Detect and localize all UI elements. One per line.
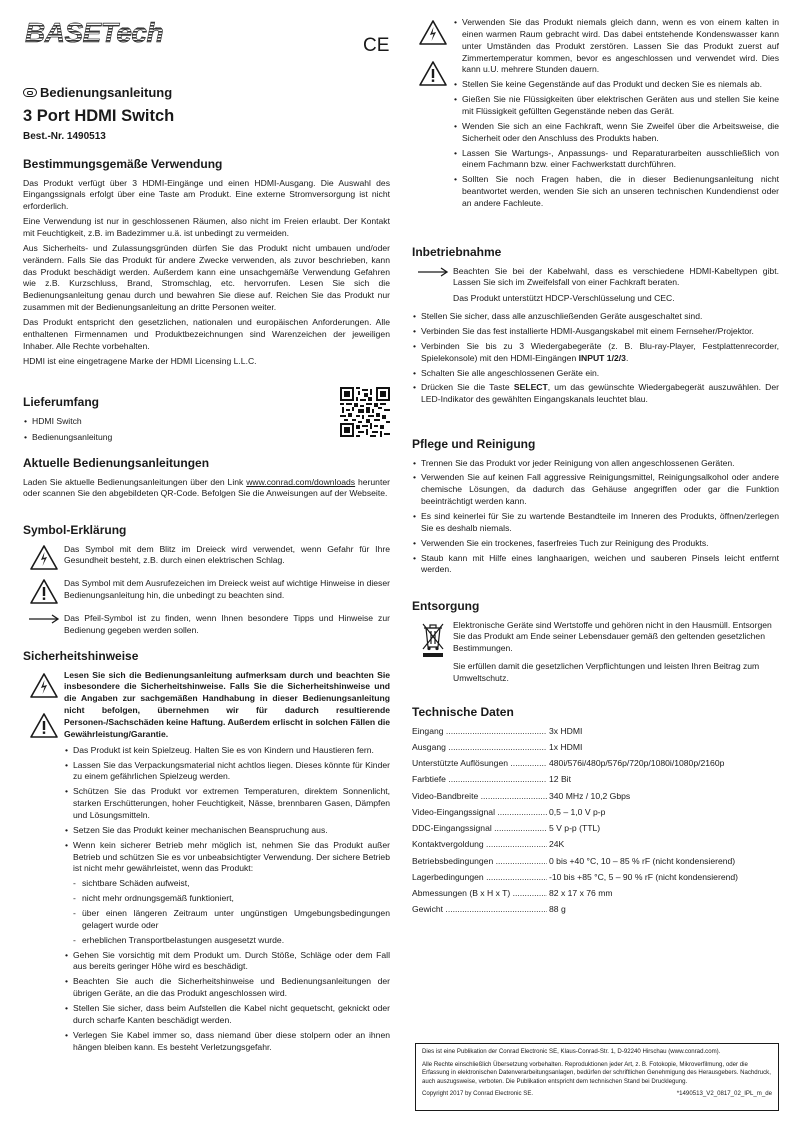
heading-sicherheit: Sicherheitshinweise — [23, 649, 139, 663]
spec-value: 88 g — [549, 904, 566, 915]
dash-item: - über einen längeren Zeitraum unter ungünstigen Umgebungsbedingungen gelagert wurde oder — [64, 908, 390, 932]
dash-item: - sichtbare Schäden aufweist, — [64, 878, 390, 890]
heading-pflege: Pflege und Reinigung — [412, 437, 536, 451]
list-item: • Wenn kein sicherer Betrieb mehr möglich ist, nehmen Sie das Produkt außer Betrieb und schützen Sie es vor unbeabsichtigter Verwendung. Der sichere Betrieb ist nicht mehr gewährleistet, wenn das Produkt: — [64, 840, 390, 876]
spec-value: 5 V p-p (TTL) — [549, 823, 601, 834]
spec-value: 480i/576i/480p/576p/720p/1080i/1080p/2160p — [549, 758, 725, 769]
list-item: • Verwenden Sie auf keinen Fall aggressive Reinigungsmittel, Reinigungsalkohol oder andere chemische Lösungen, da dadurch das Gehäuse angegriffen oder gar die Funktion beeinträchtigt werden kann. — [412, 472, 779, 508]
spec-row — [412, 839, 779, 851]
spec-value: 0,5 – 1,0 V p-p — [549, 806, 606, 817]
tip-text: Beachten Sie bei der Kabelwahl, dass es verschiedene HDMI-Kabeltypen gibt. Lassen Sie sich im Zweifelsfall von einer Fachkraft beraten. — [453, 265, 779, 288]
spec-row — [412, 872, 779, 884]
dash-item: - erheblichen Transportbelastungen ausgesetzt wurde. — [64, 935, 390, 947]
spec-key: Kontaktvergoldung ..... — [412, 839, 547, 851]
list-item: • Schalten Sie alle angeschlossenen Geräte ein. — [412, 368, 779, 380]
product-title: 3 Port HDMI Switch — [23, 106, 175, 125]
section-lieferumfang — [23, 386, 390, 447]
exclamation-warning-icon — [29, 578, 59, 609]
list-item: • Setzen Sie das Produkt keiner mechanischen Beanspruchung aus. — [64, 825, 390, 837]
section-sicherheit-cont — [412, 17, 779, 213]
dash-item: - nicht mehr ordnungsgemäß funktioniert, — [64, 893, 390, 905]
spec-row — [412, 774, 779, 786]
list-item: • Verlegen Sie Kabel immer so, dass niemand über diese stolpern oder an ihnen hängen bleiben kann. Es besteht Verletzungsgefahr. — [64, 1030, 390, 1054]
heading-lieferumfang: Lieferumfang — [23, 395, 100, 409]
publication-footer — [415, 1043, 779, 1111]
spec-value: 24K — [549, 839, 565, 850]
list-item: • Verwenden Sie das Produkt niemals gleich dann, wenn es von einem kalten in einen warmen Raum gebracht wird. Das dabei entstehende Kondenswasser kann unter Umständen das Produkt zerstören. Lassen Sie das Produkt zuerst auf Zimmertemperatur kommen, bevor es angeschlossen und verwendet wird. Dies kann u.U. mehrere Stunden dauern. — [453, 17, 779, 76]
spec-value: 1x HDMI — [549, 741, 583, 752]
spec-key: Video-Eingangssignal ..... — [412, 807, 547, 819]
spec-value: 0 bis +40 °C, 10 – 85 % rF (nicht kondensierend) — [549, 855, 736, 866]
safety-intro: Lesen Sie sich die Bedienungsanleitung aufmerksam durch und beachten Sie insbesondere die Sicherheitshinweise. Falls Sie die Sicherheitshinweise und die Angaben zur sachgemäßen Handhabung in dieser Bedienungsanleitung nicht befolgen, übernehmen wir für dadurch resultierende Personen-/Sachschäden keine Haftung. Außerdem erlischt in solchen Fällen die Gewährleistung/Garantie. — [64, 669, 390, 739]
ce-mark: CE — [363, 35, 390, 56]
doc-type: Bedienungsanleitung — [40, 85, 173, 100]
footer-line: Alle Rechte einschließlich Übersetzung vorbehalten. Reproduktionen jeder Art, z. B. Fotokopie, Mikroverfilmung, oder die Erfassung in elektronischen Datenverarbeitungsanlagen, bedürfen der schriftlichen Genehmigung des Herausgebers. Nachdruck, auch auszugsweise, verboten. Die Publikation entspricht dem technischen Stand bei Drucklegung. — [422, 1060, 771, 1085]
copyright: Copyright 2017 by Conrad Electronic SE. — [422, 1090, 534, 1098]
spec-key: Farbtiefe ..... — [412, 774, 547, 786]
heading-bestimmung: Bestimmungsgemäße Verwendung — [23, 157, 223, 171]
list-item: • HDMI Switch — [23, 416, 390, 428]
lightning-warning-icon — [418, 19, 448, 50]
symbol-row — [23, 613, 390, 637]
spec-row — [412, 823, 779, 835]
spec-value: -10 bis +85 °C, 5 – 90 % rF (nicht kondensierend) — [549, 871, 739, 882]
list-item: • Verbinden Sie das fest installierte HDMI-Ausgangskabel mit einem Fernseher/Projektor. — [412, 326, 779, 338]
para: Eine Verwendung ist nur in geschlossenen Räumen, also nicht im Freien erlaubt. Der Kontakt mit Feuchtigkeit, z.B. im Badezimmer u.ä. ist unbedingt zu vermeiden. — [23, 216, 390, 238]
list-item: • Bedienungsanleitung — [23, 432, 390, 444]
spec-key: Lagerbedingungen ..... — [412, 872, 547, 884]
para: Das Produkt verfügt über 3 HDMI-Eingänge und einen HDMI-Ausgang. Die Auswahl des Eingangssignals erfolgt über eine Taste am Produkt. Eine externe Stromversorgung ist nicht erforderlich. — [23, 177, 390, 212]
list-item: • Stellen Sie keine Gegenstände auf das Produkt und decken Sie es niemals ab. — [453, 79, 779, 91]
spec-value: 82 x 17 x 76 mm — [549, 888, 613, 899]
list-item: • Stellen Sie sicher, dass alle anzuschließenden Geräte ausgeschaltet sind. — [412, 311, 779, 323]
para: Aus Sicherheits- und Zulassungsgründen dürfen Sie das Produkt nicht umbauen und/oder verändern. Falls Sie das Produkt für andere Zwecke verwenden, als zuvor beschrieben, kann das Produkt beschädigt werden. Außerdem kann eine unsachgemäße Verwendung Gefahren wie z.B. Kurzschluss, Brand, Stromschlag, etc. hervorrufen. Lesen Sie sich die Bedienungsanleitung genau durch und bewahren Sie diese auf. Reichen Sie das Produkt nur zusammen mit der Bedienungsanleitung an dritte Personen weiter. — [23, 242, 390, 313]
lightning-warning-icon — [29, 672, 59, 703]
section-symbol — [23, 514, 390, 641]
para: HDMI ist eine eingetragene Marke der HDMI Licensing L.L.C. — [23, 355, 257, 366]
list-item: • Gießen Sie nie Flüssigkeiten über elektrischen Geräten aus und stellen Sie keine mit Flüssigkeit gefüllten Gegenstände neben das Gerät. — [453, 94, 779, 118]
spec-row — [412, 888, 779, 900]
spec-key: Gewicht ..... — [412, 904, 547, 916]
spec-row — [412, 758, 779, 770]
list-item: • Das Produkt ist kein Spielzeug. Halten Sie es von Kindern und Haustieren fern. — [64, 745, 390, 757]
spec-key: Betriebsbedingungen ..... — [412, 856, 547, 868]
symbol-text: Das Symbol mit dem Ausrufezeichen im Dreieck weist auf wichtige Hinweise in dieser Bedienungsanleitung hin, die unbedingt zu beachten sind. — [64, 578, 390, 601]
spec-row — [412, 726, 779, 738]
qr-code-icon — [340, 387, 390, 437]
list-item: • Verbinden Sie bis zu 3 Wiedergabegeräte (z. B. Blu-ray-Player, Festplattenrecorder, Spielekonsole) mit den HDMI-Eingängen INPUT 1/2/3. — [412, 341, 779, 365]
list-item: • Beachten Sie auch die Sicherheitshinweise und Bedienungsanleitungen der übrigen Geräte, an die das Produkt angeschlossen wird. — [64, 976, 390, 1000]
footer-line: Dies ist eine Publikation der Conrad Electronic SE, Klaus-Conrad-Str. 1, D-92240 Hirschau (www.conrad.com). — [422, 1048, 721, 1055]
section-entsorgung — [412, 590, 779, 688]
document-icon — [23, 88, 37, 97]
weee-bin-icon — [420, 620, 446, 688]
heading-inbetrieb: Inbetriebnahme — [412, 245, 502, 259]
spec-key: DDC-Eingangssignal ..... — [412, 823, 547, 835]
list-item: • Stellen Sie sicher, dass beim Aufstellen die Kabel nicht gequetscht, geknickt oder durch scharfe Kanten beschädigt werden. — [64, 1003, 390, 1027]
arrow-right-icon — [417, 266, 449, 282]
spec-value: 3x HDMI — [549, 725, 583, 736]
exclamation-warning-icon — [29, 712, 59, 743]
spec-key: Ausgang ..... — [412, 742, 547, 754]
arrow-right-icon — [28, 613, 60, 629]
heading-aktuelle: Aktuelle Bedienungsanleitungen — [23, 456, 210, 470]
list-item: • Verwenden Sie ein trockenes, faserfreies Tuch zur Reinigung des Produkts. — [412, 538, 779, 550]
list-item: • Drücken Sie die Taste SELECT, um das gewünschte Wiedergabegerät auszuwählen. Der LED-Indikator des gewählten Eingangskanals leuchtet blau. — [412, 382, 779, 406]
logo-text: BASETech — [25, 17, 164, 46]
list-item: • Es sind keinerlei für Sie zu wartende Bestandteile im Inneren des Produkts, öffnen/zerlegen Sie es deshalb niemals. — [412, 511, 779, 535]
order-number: Best.-Nr. 1490513 — [23, 130, 106, 142]
symbol-row — [23, 544, 390, 575]
para: Laden Sie aktuelle Bedienungsanleitungen über den Link www.conrad.com/downloads herunter oder scannen Sie den abgebildeten QR-Code. Befolgen Sie die Anweisungen auf der Webseite. — [23, 476, 390, 499]
list-item: • Gehen Sie vorsichtig mit dem Produkt um. Durch Stöße, Schläge oder dem Fall aus bereits geringer Höhe wird es beschädigt. — [64, 950, 390, 974]
symbol-text: Das Pfeil-Symbol ist zu finden, wenn Ihnen besondere Tipps und Hinweise zur Bedienung gegeben werden sollen. — [64, 613, 390, 636]
list-item: • Schützen Sie das Produkt vor extremen Temperaturen, direktem Sonnenlicht, starken Erschütterungen, hoher Feuchtigkeit, Nässe, brennbaren Gasen, Dämpfen und Lösungsmitteln. — [64, 786, 390, 822]
section-aktuelle — [23, 447, 390, 503]
spec-value: 340 MHz / 10,2 Gbps — [549, 790, 631, 801]
spec-row — [412, 742, 779, 754]
section-technische — [412, 696, 779, 921]
lightning-warning-icon — [29, 544, 59, 575]
symbol-text: Das Symbol mit dem Blitz im Dreieck wird verwendet, wenn Gefahr für Ihre Gesundheit besteht, z.B. durch einen elektrischen Schlag. — [64, 543, 390, 566]
list-item: • Wenden Sie sich an eine Fachkraft, wenn Sie Zweifel über die Arbeitsweise, die Sicherheit oder den Anschluss des Produkts haben. — [453, 121, 779, 145]
section-bestimmung — [23, 148, 390, 370]
list-item: • Lassen Sie das Verpackungsmaterial nicht achtlos liegen. Dieses könnte für Kinder zu einem gefährlichen Spielzeug werden. — [64, 760, 390, 784]
list-item: • Staub kann mit Hilfe eines langhaarigen, weichen und sauberen Pinsels leicht entfernt werden. — [412, 553, 779, 577]
list-item: • Trennen Sie das Produkt vor jeder Reinigung von allen angeschlossenen Geräten. — [412, 458, 779, 470]
section-pflege — [412, 428, 779, 579]
list-item: • Sollten Sie noch Fragen haben, die in dieser Bedienungsanleitung nicht beantwortet werden, wenden Sie sich an unseren technischen Kundendienst oder an andere Fachleute. — [453, 174, 779, 210]
section-inbetrieb — [412, 236, 779, 409]
basetech-logo — [23, 16, 245, 46]
heading-symbol: Symbol-Erklärung — [23, 523, 127, 537]
spec-row — [412, 807, 779, 819]
section-sicherheit — [23, 640, 390, 1056]
spec-key: Video-Bandbreite ..... — [412, 791, 547, 803]
symbol-row — [23, 578, 390, 609]
doc-code: *1490513_V2_0817_02_IPL_m_de — [676, 1090, 772, 1098]
spec-key: Abmessungen (B x H x T) ..... — [412, 888, 547, 900]
tip-text: Das Produkt unterstützt HDCP-Verschlüsselung und CEC. — [453, 293, 675, 304]
spec-key: Unterstützte Auflösungen ..... — [412, 758, 547, 770]
para: Elektronische Geräte sind Wertstoffe und gehören nicht in den Hausmüll. Entsorgen Sie das Produkt am Ende seiner Lebensdauer gemäß den geltenden gesetzlichen Bestimmungen. — [453, 619, 772, 654]
para: Das Produkt entspricht den gesetzlichen, nationalen und europäischen Anforderungen. Alle enthaltenen Firmennamen und Produktbezeichnungen sind Warenzeichen der jeweiligen Inhaber. Alle Rechte vorbehalten. — [23, 317, 390, 351]
spec-key: Eingang ..... — [412, 726, 547, 738]
para: Sie erfüllen damit die gesetzlichen Verpflichtungen und leisten Ihren Beitrag zum Umweltschutz. — [453, 661, 760, 683]
list-item: • Lassen Sie Wartungs-, Anpassungs- und Reparaturarbeiten ausschließlich von einem Fachmann bzw. einer Fachwerkstatt durchführen. — [453, 148, 779, 172]
spec-row — [412, 791, 779, 803]
download-link[interactable]: www.conrad.com/downloads — [246, 476, 356, 487]
spec-row — [412, 904, 779, 916]
spec-row — [412, 856, 779, 868]
spec-value: 12 Bit — [549, 774, 571, 785]
exclamation-warning-icon — [418, 60, 448, 91]
heading-technische: Technische Daten — [412, 705, 514, 719]
heading-entsorgung: Entsorgung — [412, 599, 480, 613]
tip-row — [412, 266, 779, 290]
